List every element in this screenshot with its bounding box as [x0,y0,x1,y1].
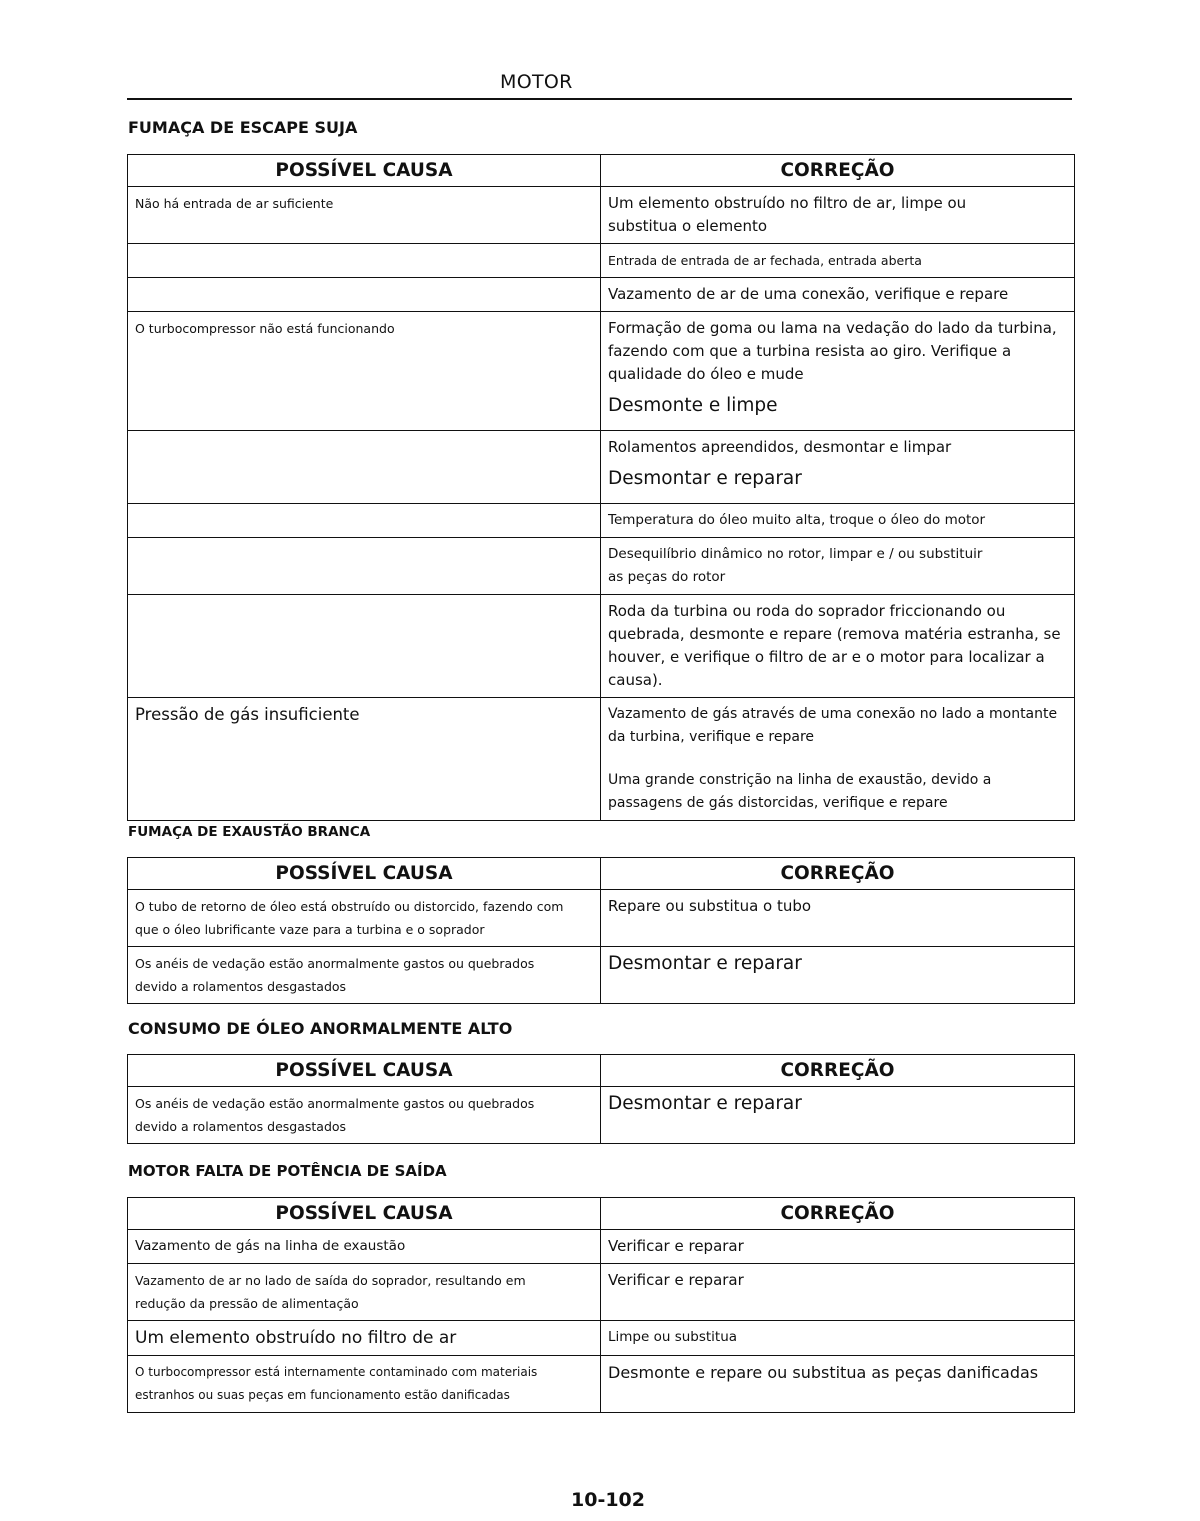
cause-cell: Um elemento obstruído no filtro de ar [128,1321,601,1356]
section-title-dirty-exhaust: FUMAÇA DE ESCAPE SUJA [128,118,358,137]
cause-line: redução da pressão de alimentação [135,1296,359,1311]
cause-cell [128,504,601,538]
correction-extra: Desmontar e reparar [608,468,802,489]
cause-cell [128,1087,601,1144]
correction-cell [601,312,1075,431]
correction-cell: Limpe ou substitua [601,1321,1075,1356]
table-row [128,947,1075,1004]
cause-cell [128,947,601,1004]
correction-cell: Temperatura do óleo muito alta, troque o óleo do motor [601,504,1075,538]
cause-cell [128,1264,601,1321]
correction-line: fazendo com que a turbina resista ao giro. Verifique a [608,342,1012,360]
table-white-exhaust [127,857,1075,1004]
section-title-white-exhaust: FUMAÇA DE EXAUSTÃO BRANCA [128,824,371,840]
correction-cell: Verificar e reparar [601,1264,1075,1321]
cause-line: O turbocompressor está internamente contaminado com materiais [135,1365,538,1379]
table-row [128,244,1075,278]
cause-line: devido a rolamentos desgastados [135,1119,347,1134]
correction-cell: Desmonte e repare ou substitua as peças danificadas [601,1356,1075,1413]
cause-cell: Vazamento de gás na linha de exaustão [128,1230,601,1264]
cause-line: que o óleo lubrificante vaze para a turbina e o soprador [135,922,485,937]
table-row [128,504,1075,538]
correction-cell [601,698,1075,821]
cause-cell [128,538,601,595]
correction-line: quebrada, desmonte e repare (remova matéria estranha, se [608,625,1061,643]
column-header-correction: CORREÇÃO [601,858,1075,890]
table-row [128,1264,1075,1321]
cause-line: O tubo de retorno de óleo está obstruído ou distorcido, fazendo com [135,899,564,914]
correction-cell [601,431,1075,504]
cause-cell [128,890,601,947]
correction-extra: Desmonte e limpe [608,395,778,416]
column-header-cause: POSSÍVEL CAUSA [128,1198,601,1230]
cause-cell [128,431,601,504]
header-title: MOTOR [500,71,573,93]
table-row [128,1230,1075,1264]
cause-cell: O turbocompressor não está funcionando [128,312,601,431]
correction-line: qualidade do óleo e mude [608,365,804,383]
column-header-cause: POSSÍVEL CAUSA [128,155,601,187]
cause-line: devido a rolamentos desgastados [135,979,347,994]
correction-cell: Repare ou substitua o tubo [601,890,1075,947]
cause-line: estranhos ou suas peças em funcionamento estão danificadas [135,1388,510,1402]
table-row [128,890,1075,947]
correction-line: passagens de gás distorcidas, verifique e repare [608,795,948,811]
column-header-correction: CORREÇÃO [601,1055,1075,1087]
cause-cell [128,595,601,698]
table-row [128,312,1075,431]
cause-cell [128,1356,601,1413]
correction-line: Um elemento obstruído no filtro de ar, limpe ou [608,194,967,212]
correction-cell: Verificar e reparar [601,1230,1075,1264]
page-number: 10-102 [571,1489,645,1511]
column-header-correction: CORREÇÃO [601,1198,1075,1230]
column-header-cause: POSSÍVEL CAUSA [128,858,601,890]
correction-line: Uma grande constrição na linha de exaustão, devido a [608,772,992,788]
cause-cell [128,278,601,312]
page-header [127,68,1072,100]
correction-line: Vazamento de gás através de uma conexão no lado a montante [608,706,1058,722]
correction-cell: Vazamento de ar de uma conexão, verifique e repare [601,278,1075,312]
table-row [128,538,1075,595]
correction-line: Roda da turbina ou roda do soprador friccionando ou [608,602,1006,620]
table-row [128,1321,1075,1356]
correction-cell [601,538,1075,595]
cause-line: Vazamento de ar no lado de saída do soprador, resultando em [135,1273,526,1288]
cause-cell [128,244,601,278]
cause-line: Os anéis de vedação estão anormalmente gastos ou quebrados [135,1096,535,1111]
table-row [128,187,1075,244]
correction-cell: Entrada de entrada de ar fechada, entrada aberta [601,244,1075,278]
correction-cell [601,595,1075,698]
table-row [128,698,1075,821]
cause-cell: Pressão de gás insuficiente [128,698,601,821]
correction-cell: Desmontar e reparar [601,1087,1075,1144]
section-title-oil-consumption: CONSUMO DE ÓLEO ANORMALMENTE ALTO [128,1019,513,1038]
correction-line: da turbina, verifique e repare [608,729,815,745]
table-row [128,595,1075,698]
column-header-cause: POSSÍVEL CAUSA [128,1055,601,1087]
table-dirty-exhaust [127,154,1075,821]
cause-line: Os anéis de vedação estão anormalmente gastos ou quebrados [135,956,535,971]
correction-line: causa). [608,671,663,689]
table-row [128,1087,1075,1144]
table-oil-consumption [127,1054,1075,1144]
table-row [128,278,1075,312]
correction-line: houver, e verifique o filtro de ar e o motor para localizar a [608,648,1045,666]
correction-line: Formação de goma ou lama na vedação do lado da turbina, [608,319,1057,337]
column-header-correction: CORREÇÃO [601,155,1075,187]
correction-line: Desequilíbrio dinâmico no rotor, limpar e / ou substituir [608,546,983,562]
cause-cell: Não há entrada de ar suficiente [128,187,601,244]
correction-line: as peças do rotor [608,569,726,585]
correction-line: substitua o elemento [608,217,768,235]
table-power-loss [127,1197,1075,1413]
section-title-power-loss: MOTOR FALTA DE POTÊNCIA DE SAÍDA [128,1162,447,1180]
table-row [128,1356,1075,1413]
correction-cell [601,187,1075,244]
correction-line: Rolamentos apreendidos, desmontar e limpar [608,438,952,456]
correction-cell: Desmontar e reparar [601,947,1075,1004]
table-row [128,431,1075,504]
